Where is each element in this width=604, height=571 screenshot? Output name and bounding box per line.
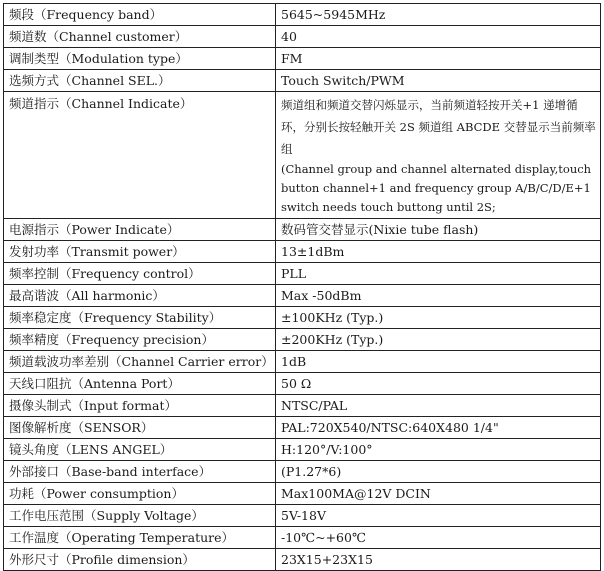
param-value: ±200KHz (Typ.) xyxy=(276,329,601,351)
param-label: 天线口阻抗（Antenna Port） xyxy=(4,373,276,395)
table-row xyxy=(4,417,601,439)
table-row xyxy=(4,263,601,285)
table-row xyxy=(4,395,601,417)
param-label: 外部接口（Base-band interface） xyxy=(4,461,276,483)
param-value: 23X15+23X15 xyxy=(276,549,601,571)
param-value: H:120°/V:100° xyxy=(276,439,601,461)
param-value: 数码管交替显示(Nixie tube flash) xyxy=(276,219,601,241)
param-value: -10℃~+60℃ xyxy=(276,527,601,549)
param-value: 5V-18V xyxy=(276,505,601,527)
table-row xyxy=(4,285,601,307)
table-row xyxy=(4,219,601,241)
param-value: Touch Switch/PWM xyxy=(276,70,601,92)
param-value: (P1.27*6) xyxy=(276,461,601,483)
param-label: 频道载波功率差别（Channel Carrier error） xyxy=(4,351,276,373)
param-label: 频段（Frequency band） xyxy=(4,4,276,26)
table-row xyxy=(4,439,601,461)
table-row xyxy=(4,48,601,70)
table-row xyxy=(4,241,601,263)
channel-indicate-desc-cn: 频道组和频道交替闪烁显示，当前频道轻按开关+1 递增循环，分别长按轻触开关 2S 频道组 ABCDE 交替显示当前频率组 xyxy=(281,98,596,156)
param-value: 50 Ω xyxy=(276,373,601,395)
param-value: FM xyxy=(276,48,601,70)
table-row xyxy=(4,92,601,219)
channel-indicate-desc-en: (Channel group and channel alternated display,touch button channel+1 and frequency group A/B/C/D/E+1 switch needs touch buttong until 2S; xyxy=(281,162,592,214)
param-value: 40 xyxy=(276,26,601,48)
param-label: 摄像头制式（Input format） xyxy=(4,395,276,417)
table-row xyxy=(4,70,601,92)
param-label: 频率稳定度（Frequency Stability） xyxy=(4,307,276,329)
param-label: 最高谐波（All harmonic） xyxy=(4,285,276,307)
table-row xyxy=(4,351,601,373)
param-value: Max -50dBm xyxy=(276,285,601,307)
table-row xyxy=(4,527,601,549)
param-label: 工作电压范围（Supply Voltage） xyxy=(4,505,276,527)
param-label: 选频方式（Channel SEL.） xyxy=(4,70,276,92)
param-value: 1dB xyxy=(276,351,601,373)
table-row xyxy=(4,4,601,26)
table-row xyxy=(4,307,601,329)
param-value: NTSC/PAL xyxy=(276,395,601,417)
table-row xyxy=(4,26,601,48)
table-row xyxy=(4,505,601,527)
table-row xyxy=(4,329,601,351)
param-label: 频率控制（Frequency control） xyxy=(4,263,276,285)
param-value: Max100MA@12V DCIN xyxy=(276,483,601,505)
table-row xyxy=(4,483,601,505)
table-row xyxy=(4,461,601,483)
param-label: 频率精度（Frequency precision） xyxy=(4,329,276,351)
param-label: 功耗（Power consumption） xyxy=(4,483,276,505)
param-label: 调制类型（Modulation type） xyxy=(4,48,276,70)
spec-table xyxy=(3,3,601,571)
param-label: 镜头角度（LENS ANGEL） xyxy=(4,439,276,461)
param-value: 13±1dBm xyxy=(276,241,601,263)
param-label: 电源指示（Power Indicate） xyxy=(4,219,276,241)
param-label: 发射功率（Transmit power） xyxy=(4,241,276,263)
param-label: 频道数（Channel customer） xyxy=(4,26,276,48)
param-value: PLL xyxy=(276,263,601,285)
param-value: ±100KHz (Typ.) xyxy=(276,307,601,329)
param-label: 图像解析度（SENSOR） xyxy=(4,417,276,439)
param-value: 5645~5945MHz xyxy=(276,4,601,26)
param-label: 外形尺寸（Profile dimension） xyxy=(4,549,276,571)
table-row xyxy=(4,549,601,571)
param-value xyxy=(276,92,601,219)
table-row xyxy=(4,373,601,395)
param-label: 频道指示（Channel Indicate） xyxy=(4,92,276,219)
param-value: PAL:720X540/NTSC:640X480 1/4" xyxy=(276,417,601,439)
param-label: 工作温度（Operating Temperature） xyxy=(4,527,276,549)
